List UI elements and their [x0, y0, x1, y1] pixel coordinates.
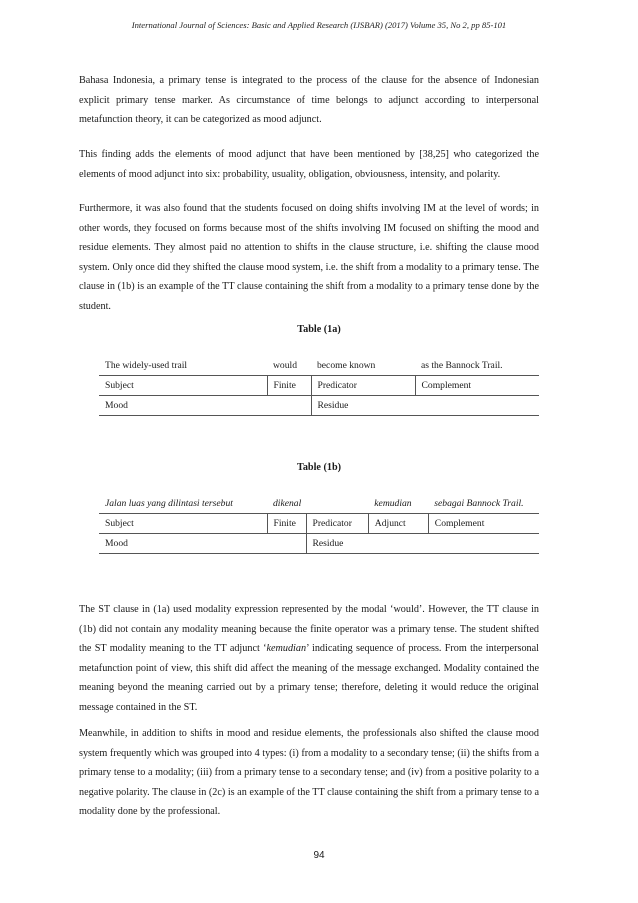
table-1a-word: as the Bannock Trail. — [415, 356, 539, 376]
table-1b — [99, 494, 539, 554]
table-1b-caption: Table (1b) — [296, 462, 342, 473]
table-1b-word: sebagai Bannock Trail. — [428, 494, 539, 514]
table-1a — [99, 356, 539, 416]
table-1a-function-row — [99, 376, 539, 396]
table-1a-mood: Mood — [99, 396, 311, 416]
table-1b-mood: Mood — [99, 534, 306, 554]
table-1b-word: dikenal — [267, 494, 368, 514]
table-1b-word: kemudian — [368, 494, 428, 514]
table-1a-function: Subject — [99, 376, 267, 396]
paragraph-1: Bahasa Indonesia, a primary tense is integrated to the process of the clause for the absence of Indonesian explicit primary tense marker. As circumstance of time belongs to adjunct according to interpersonal metafunction theory, it can be categorized as mood adjunct. — [79, 75, 539, 126]
paragraph-4-italic-term: kemudian — [266, 643, 307, 655]
table-1a-word: The widely-used trail — [99, 356, 267, 376]
paragraph-4-text: ’ indicating sequence of process. From the interpersonal metafunction point of view, this shift did affect the meaning of the message exchanged. Modality contained the meaning beyond the meaning carried out by a primary tense; therefore, deleting it would reduce the original message contained in the ST. — [79, 643, 539, 713]
table-1a-word: would — [267, 356, 311, 376]
table-1a-word: become known — [311, 356, 415, 376]
table-1a-function: Predicator — [311, 376, 415, 396]
page-number: 94 — [313, 850, 325, 861]
table-1b-function: Subject — [99, 514, 267, 534]
running-header: International Journal of Sciences: Basic and Applied Research (IJSBAR) (2017) Volume 35, No 2, pp 85-101 — [131, 20, 507, 30]
table-1b-function-row — [99, 514, 539, 534]
table-1b-word: Jalan luas yang dilintasi tersebut — [99, 494, 267, 514]
table-1a-function: Finite — [267, 376, 311, 396]
table-1b-function: Complement — [428, 514, 539, 534]
table-1a-words-row — [99, 356, 539, 376]
paragraph-5: Meanwhile, in addition to shifts in mood and residue elements, the professionals also shifted the clause mood system frequently which was grouped into 4 types: (i) from a modality to a secondary tense; (ii) the shifts from a primary tense to a modality; (iii) from a primary tense to a secondary tense; and (iv) from a positive polarity to a negative polarity. The clause in (2c) is an example of the TT clause containing the shift from a primary tense to a modality done by the professional. — [79, 728, 539, 818]
table-1a-function: Complement — [415, 376, 539, 396]
table-1b-residue: Residue — [306, 534, 539, 554]
table-1a-mood-row — [99, 396, 539, 416]
table-1a-residue: Residue — [311, 396, 539, 416]
table-1b-words-row — [99, 494, 539, 514]
table-1b-mood-row — [99, 534, 539, 554]
table-1b-function: Predicator — [306, 514, 368, 534]
table-1b-function: Adjunct — [368, 514, 428, 534]
paragraph-3: Furthermore, it was also found that the students focused on doing shifts involving IM at the level of words; in other words, they focused on forms because most of the shifts involving IM focused on shifting the mood and residue elements. They almost paid no attention to shifts in the clause structure, i.e. shifting the clause mood system. Only once did they shifted the clause mood system, i.e. the shift from a modality to a primary tense. The clause in (1b) is an example of the TT clause containing the shift from a modality to a primary tense done by the student. — [79, 203, 539, 312]
paragraph-4-text: The ST clause in (1a) used modality expression represented by the modal ‘would’. However, the TT clause in (1b) did not contain any modality meaning because the finite operator was a primary tense. The student shifted the ST modality meaning to the TT adjunct ‘ — [79, 604, 539, 655]
paragraph-2: This finding adds the elements of mood adjunct that have been mentioned by [38,25] who categorized the elements of mood adjunct into six: probability, usuality, obligation, obviousness, intensity, and polarity. — [79, 149, 539, 180]
paragraph-4 — [79, 600, 539, 718]
table-1a-caption: Table (1a) — [297, 324, 341, 335]
table-1b-function: Finite — [267, 514, 306, 534]
